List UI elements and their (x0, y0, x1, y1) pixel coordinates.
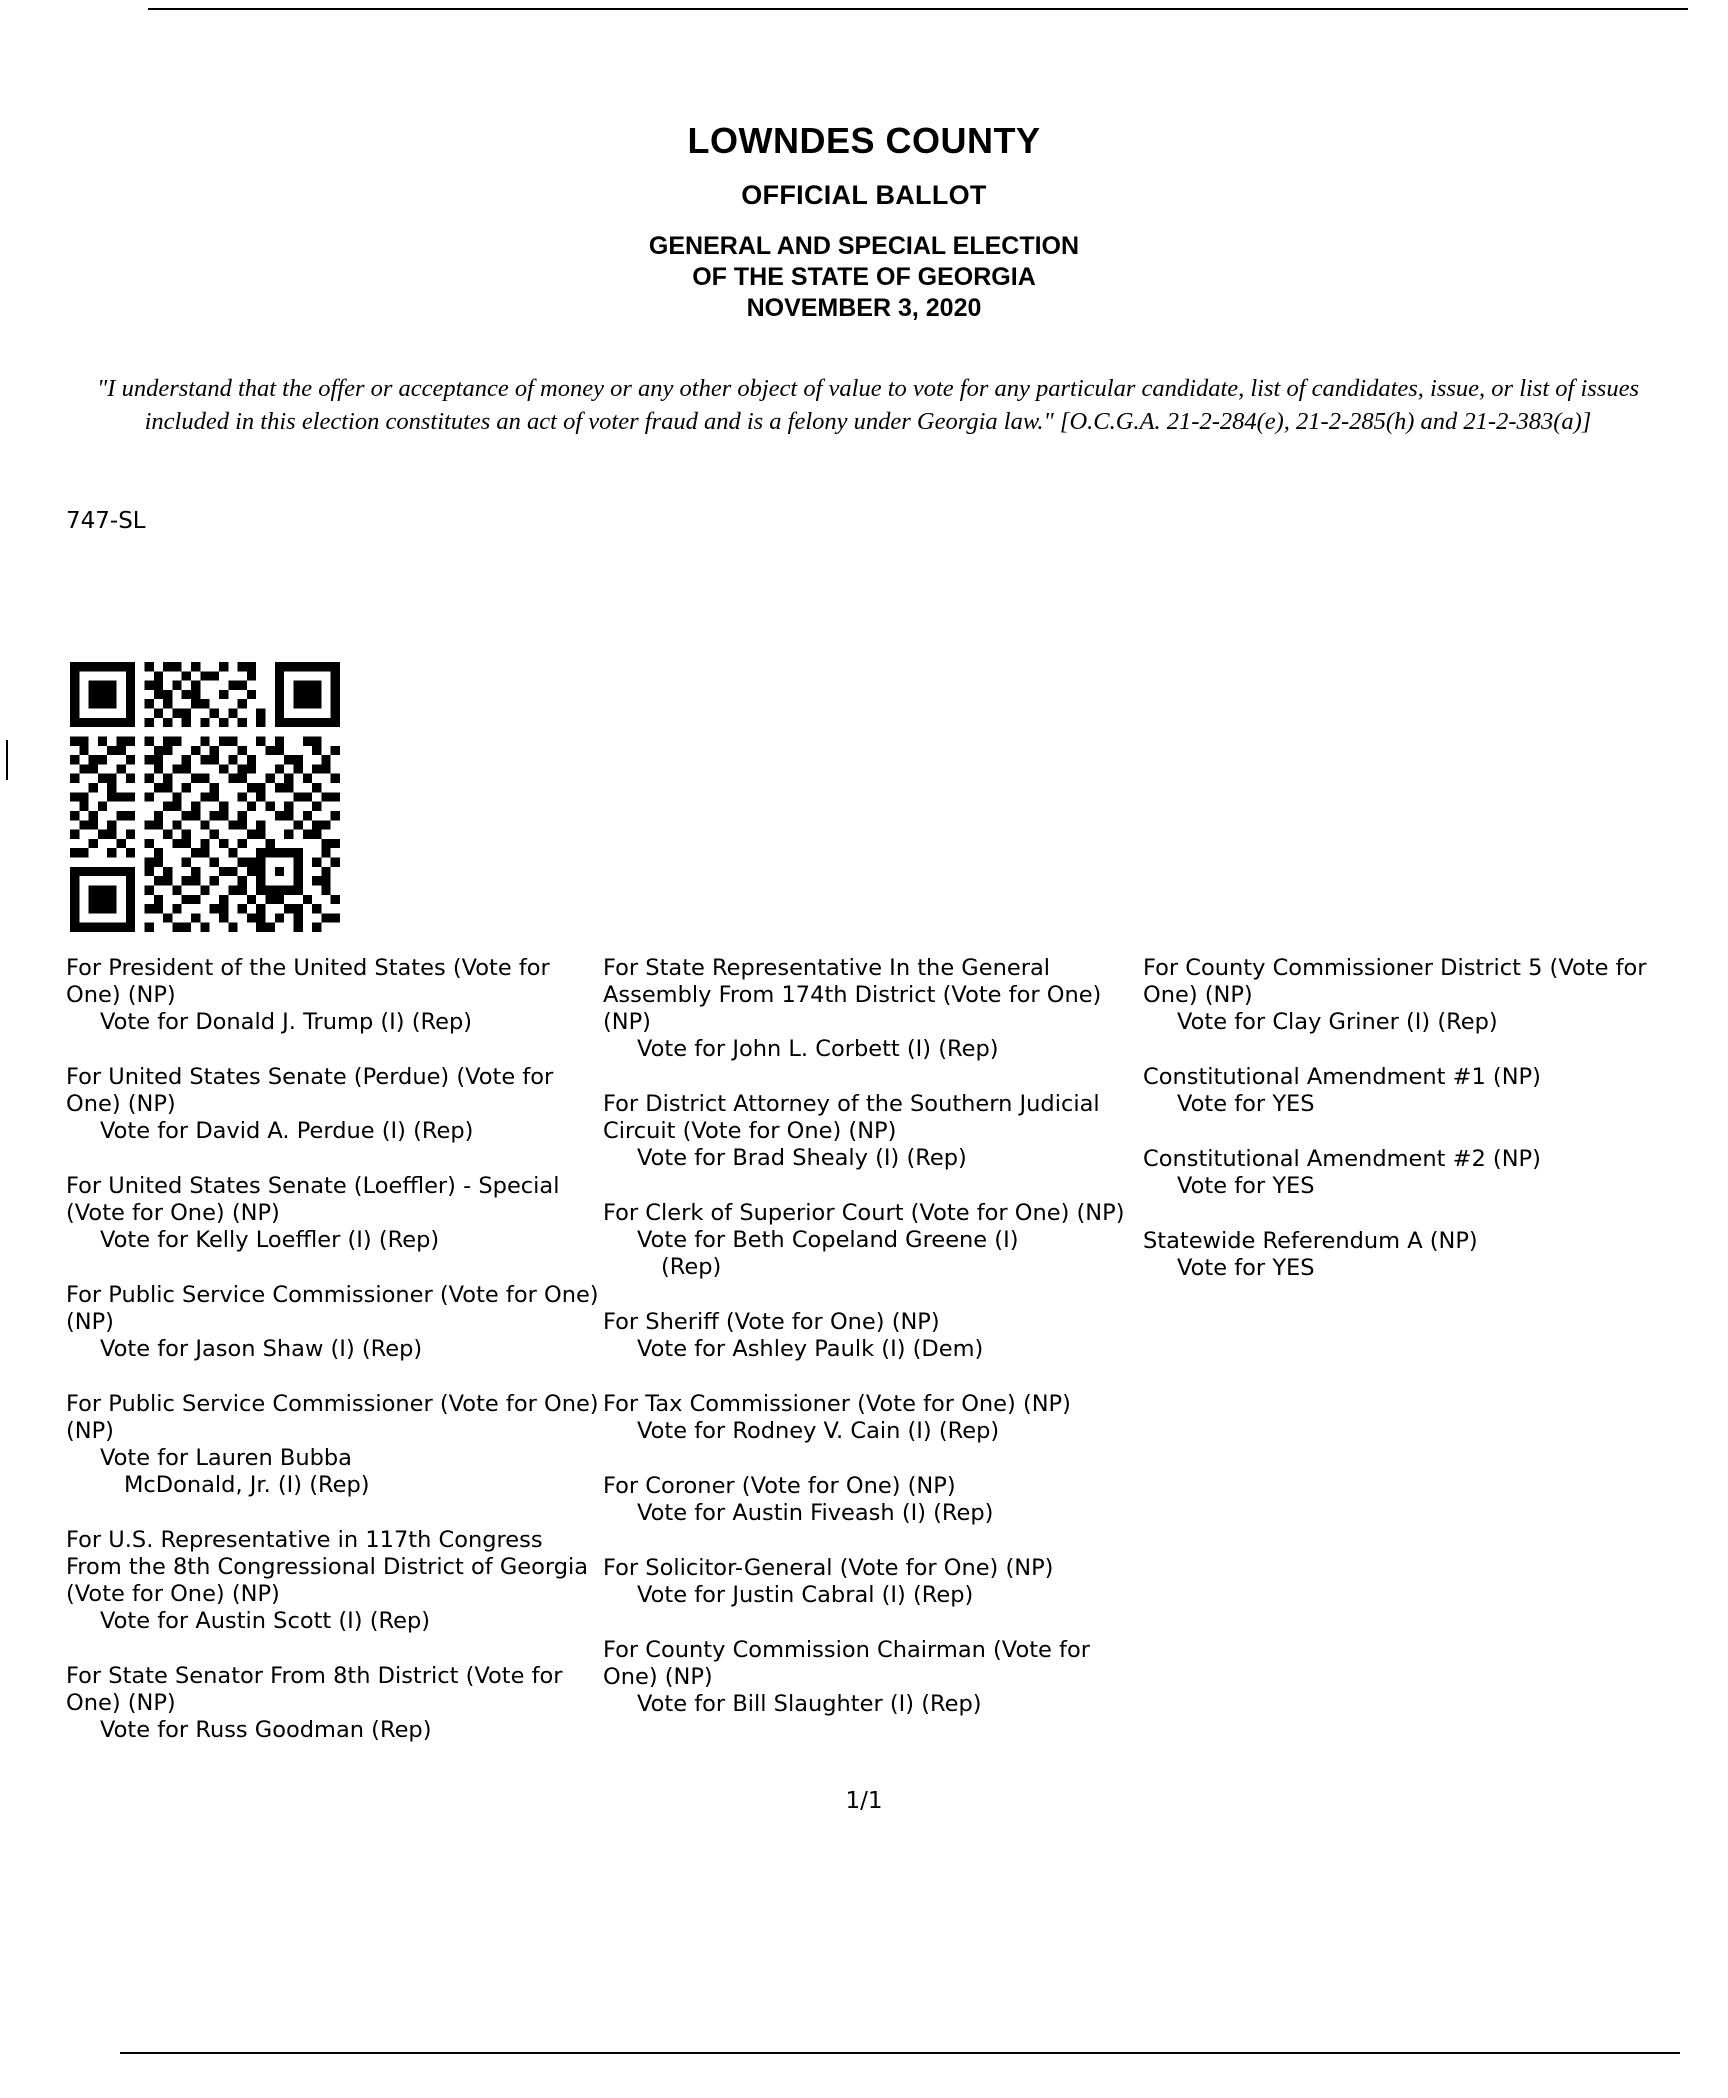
ballot-style-id: 747-SL (66, 508, 146, 534)
qr-code (70, 662, 340, 932)
contest-title: Constitutional Amendment #2 (NP) (1143, 1146, 1541, 1172)
contest-title: For Coroner (Vote for One) (NP) (603, 1473, 956, 1499)
contest-choice: Vote for Donald J. Trump (I) (Rep) (100, 1009, 473, 1035)
contest-title: For Tax Commissioner (Vote for One) (NP) (603, 1391, 1071, 1417)
contest-choice: Vote for Justin Cabral (I) (Rep) (637, 1582, 974, 1608)
contest-choice: Vote for YES (1177, 1255, 1315, 1281)
page-number: 1/1 (845, 1788, 883, 1814)
contest-column-3 (1143, 955, 1663, 1772)
contest-title: For Sheriff (Vote for One) (NP) (603, 1309, 940, 1335)
contest-title: For District Attorney of the Southern Judicial Circuit (Vote for One) (NP) (603, 1091, 1100, 1144)
contest-title: For State Senator From 8th District (Vote for One) (NP) (66, 1663, 563, 1716)
contest-president (66, 955, 603, 1036)
contest-choice: Vote for Lauren Bubba (100, 1445, 352, 1471)
contest-title: For President of the United States (Vote for One) (NP) (66, 955, 550, 1008)
contest-choice: Vote for Austin Fiveash (I) (Rep) (637, 1500, 994, 1526)
contest-choice: Vote for Russ Goodman (Rep) (100, 1717, 432, 1743)
contest-column-1 (66, 955, 603, 1772)
contest-choice-continuation: McDonald, Jr. (I) (Rep) (124, 1472, 370, 1498)
contest-title: For County Commissioner District 5 (Vote for One) (NP) (1143, 955, 1647, 1008)
election-date: NOVEMBER 3, 2020 (746, 294, 982, 322)
contest-us-representative-8th (66, 1527, 603, 1635)
contest-choice: Vote for YES (1177, 1091, 1315, 1117)
election-title-line1: GENERAL AND SPECIAL ELECTION (648, 232, 1080, 260)
contest-title: For United States Senate (Loeffler) - Special (Vote for One) (NP) (66, 1173, 560, 1226)
contest-us-senate-loeffler-special (66, 1173, 603, 1254)
contest-coroner (603, 1473, 1143, 1527)
contest-title: Statewide Referendum A (NP) (1143, 1228, 1478, 1254)
contest-psc-shaw (66, 1282, 603, 1363)
election-title-line2: OF THE STATE OF GEORGIA (692, 263, 1036, 291)
county-title: LOWNDES COUNTY (687, 120, 1041, 161)
contest-choice: Vote for Jason Shaw (I) (Rep) (100, 1336, 423, 1362)
contest-choice: Vote for John L. Corbett (I) (Rep) (637, 1036, 999, 1062)
contest-title: For Solicitor-General (Vote for One) (NP) (603, 1555, 1054, 1581)
contest-columns (66, 955, 1666, 1772)
contest-choice: Vote for YES (1177, 1173, 1315, 1199)
contest-title: For United States Senate (Perdue) (Vote for One) (NP) (66, 1064, 554, 1117)
contest-constitutional-amendment-1 (1143, 1064, 1663, 1118)
contest-title: For State Representative In the General Assembly From 174th District (Vote for One) (NP) (603, 955, 1102, 1035)
contest-choice: Vote for Rodney V. Cain (I) (Rep) (637, 1418, 1000, 1444)
contest-choice: Vote for Beth Copeland Greene (I) (637, 1227, 1019, 1253)
contest-choice: Vote for Austin Scott (I) (Rep) (100, 1608, 431, 1634)
contest-state-representative-174th (603, 955, 1143, 1063)
contest-choice: Vote for Ashley Paulk (I) (Dem) (637, 1336, 984, 1362)
contest-column-2 (603, 955, 1143, 1772)
contest-choice: Vote for Bill Slaughter (I) (Rep) (637, 1691, 982, 1717)
contest-county-commission-chairman (603, 1637, 1143, 1718)
contest-title: For County Commission Chairman (Vote for One) (NP) (603, 1637, 1090, 1690)
contest-constitutional-amendment-2 (1143, 1146, 1663, 1200)
qr-code-image (70, 662, 340, 932)
scan-edge-left (6, 740, 8, 780)
contest-title: For U.S. Representative in 117th Congress From the 8th Congressional District of Georgia (Vote for One) (NP) (66, 1527, 589, 1607)
contest-title: For Clerk of Superior Court (Vote for One) (NP) (603, 1200, 1125, 1226)
contest-title: For Public Service Commissioner (Vote for One) (NP) (66, 1391, 599, 1444)
contest-sheriff (603, 1309, 1143, 1363)
contest-state-senator-8th (66, 1663, 603, 1744)
contest-choice: Vote for David A. Perdue (I) (Rep) (100, 1118, 474, 1144)
scan-edge-top (148, 8, 1688, 10)
contest-choice-continuation: (Rep) (661, 1254, 722, 1280)
contest-tax-commissioner (603, 1391, 1143, 1445)
scan-edge-bottom (120, 2052, 1680, 2054)
contest-district-attorney (603, 1091, 1143, 1172)
contest-psc-mcdonald (66, 1391, 603, 1499)
contest-clerk-superior-court (603, 1200, 1143, 1281)
contest-choice: Vote for Brad Shealy (I) (Rep) (637, 1145, 967, 1171)
ballot-header (0, 120, 1728, 324)
contest-statewide-referendum-a (1143, 1228, 1663, 1282)
contest-solicitor-general (603, 1555, 1143, 1609)
ballot-type-title: OFFICIAL BALLOT (741, 180, 987, 210)
contest-us-senate-perdue (66, 1064, 603, 1145)
contest-choice: Vote for Kelly Loeffler (I) (Rep) (100, 1227, 440, 1253)
contest-title: Constitutional Amendment #1 (NP) (1143, 1064, 1541, 1090)
contest-county-commissioner-district-5 (1143, 955, 1663, 1036)
contest-title: For Public Service Commissioner (Vote for One) (NP) (66, 1282, 599, 1335)
voter-fraud-oath: "I understand that the offer or acceptance of money or any other object of value to vote for any particular candidate, list of candidates, issue, or list of issues included in this election constitutes an act of voter fraud and is a felony under Georgia law." [O.C.G.A. 21-2-284(e), 21-2-285(h) and 21-2-383(a)] (97, 375, 1639, 435)
contest-choice: Vote for Clay Griner (I) (Rep) (1177, 1009, 1498, 1035)
